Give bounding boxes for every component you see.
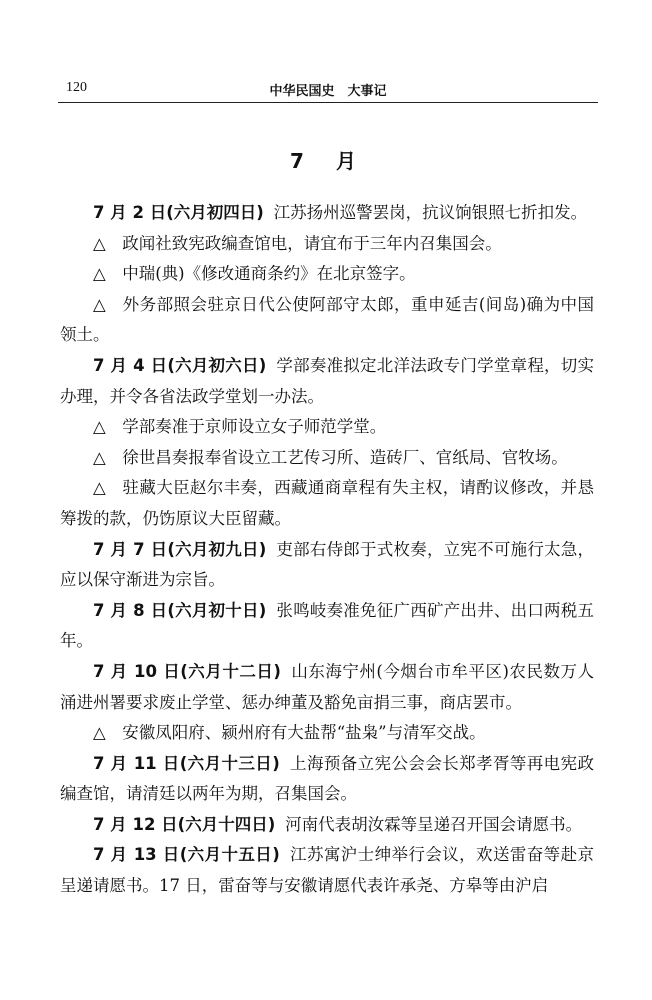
- entry-text: 山东海宁州(今烟台市牟平区)农民数万人涌进州署要求废止学堂、惩办绅董及豁免亩捐三事，商店罢市。: [60, 661, 594, 712]
- entry-text: 张鸣岐奏准免征广西矿产出井、出口两税五年。: [60, 600, 594, 651]
- chronology-entry: [60, 840, 594, 901]
- chronology-entry: [60, 198, 594, 229]
- entry-text: 江苏扬州巡警罢岗，抗议饷银照七折扣发。: [273, 203, 588, 222]
- entry-date: 7 月 4 日(六月初六日): [93, 355, 267, 375]
- entry-text: 驻藏大臣赵尔丰奏，西藏通商章程有失主权，请酌议修改，并恳筹拨的款，仍饬原议大臣留藏。: [60, 478, 594, 528]
- chronology-entry: [60, 810, 594, 841]
- entry-date: 7 月 12 日(六月十四日): [93, 814, 276, 834]
- chronology-entry: [60, 596, 594, 657]
- chronology-entry: [60, 290, 594, 351]
- entry-date: 7 月 8 日(六月初十日): [93, 600, 267, 620]
- entry-text: 政闻社致宪政编查馆电，请宜布于三年内召集国会。: [122, 233, 502, 253]
- chronology-entry: [60, 229, 594, 260]
- triangle-marker: △: [93, 478, 107, 498]
- chronology-entry: [60, 443, 594, 474]
- chronology-entry: [60, 351, 594, 412]
- chronology-entry: [60, 535, 594, 596]
- entry-text: 上海预备立宪公会会长郑孝胥等再电宪政编查馆，请清廷以两年为期，召集国会。: [60, 753, 594, 804]
- chronology-entry: [60, 412, 594, 443]
- entry-text: 外务部照会驻京日代公使阿部守太郎，重申延吉(间岛)确为中国领土。: [60, 294, 594, 345]
- entry-text: 河南代表胡汝霖等呈递召开国会请愿书。: [285, 814, 583, 834]
- entry-text: 中瑞(典)《修改通商条约》在北京签字。: [122, 264, 416, 284]
- triangle-marker: △: [93, 264, 106, 284]
- entry-text: 学部奏准于京师设立女子师范学堂。: [122, 417, 387, 437]
- entry-text: 安徽凤阳府、颍州府有大盐帮“盐枭”与清军交战。: [122, 723, 486, 743]
- header-rule: [58, 102, 598, 103]
- triangle-marker: △: [93, 723, 106, 743]
- book-title: 中华民国史 大事记: [269, 84, 387, 99]
- page-number: 120: [66, 80, 87, 95]
- triangle-marker: △: [93, 417, 106, 437]
- entry-date: 7 月 11 日(六月十三日): [93, 753, 280, 773]
- entry-text: 徐世昌奏报奉省设立工艺传习所、造砖厂、官纸局、官牧场。: [122, 447, 568, 467]
- chronology-entry: [60, 657, 594, 718]
- entry-date: 7 月 7 日(六月初九日): [93, 539, 267, 559]
- chronology-entry: [60, 749, 594, 810]
- entry-date: 7 月 10 日(六月十二日): [93, 661, 281, 681]
- triangle-marker: △: [93, 233, 106, 253]
- entry-text: 吏部右侍郎于式枚奏，立宪不可施行太急，应以保守渐进为宗旨。: [60, 539, 594, 590]
- entry-text: 江苏寓沪士绅举行会议，欢送雷奋等赴京呈递请愿书。17 日，雷奋等与安徽请愿代表许承尧、方皋等由沪启: [60, 845, 594, 896]
- running-head: [58, 76, 598, 98]
- chronology-body: [60, 198, 594, 902]
- chronology-entry: [60, 259, 594, 290]
- triangle-marker: △: [93, 294, 107, 314]
- entry-text: 学部奏准拟定北洋法政专门学堂章程，切实办理，并令各省法政学堂划一办法。: [60, 355, 594, 406]
- entry-date: 7 月 2 日(六月初四日): [93, 203, 264, 222]
- triangle-marker: △: [93, 447, 106, 467]
- entry-date: 7 月 13 日(六月十五日): [93, 845, 280, 865]
- chronology-entry: [60, 718, 594, 749]
- chronology-entry: [60, 473, 594, 534]
- month-heading: 7 月: [290, 149, 362, 173]
